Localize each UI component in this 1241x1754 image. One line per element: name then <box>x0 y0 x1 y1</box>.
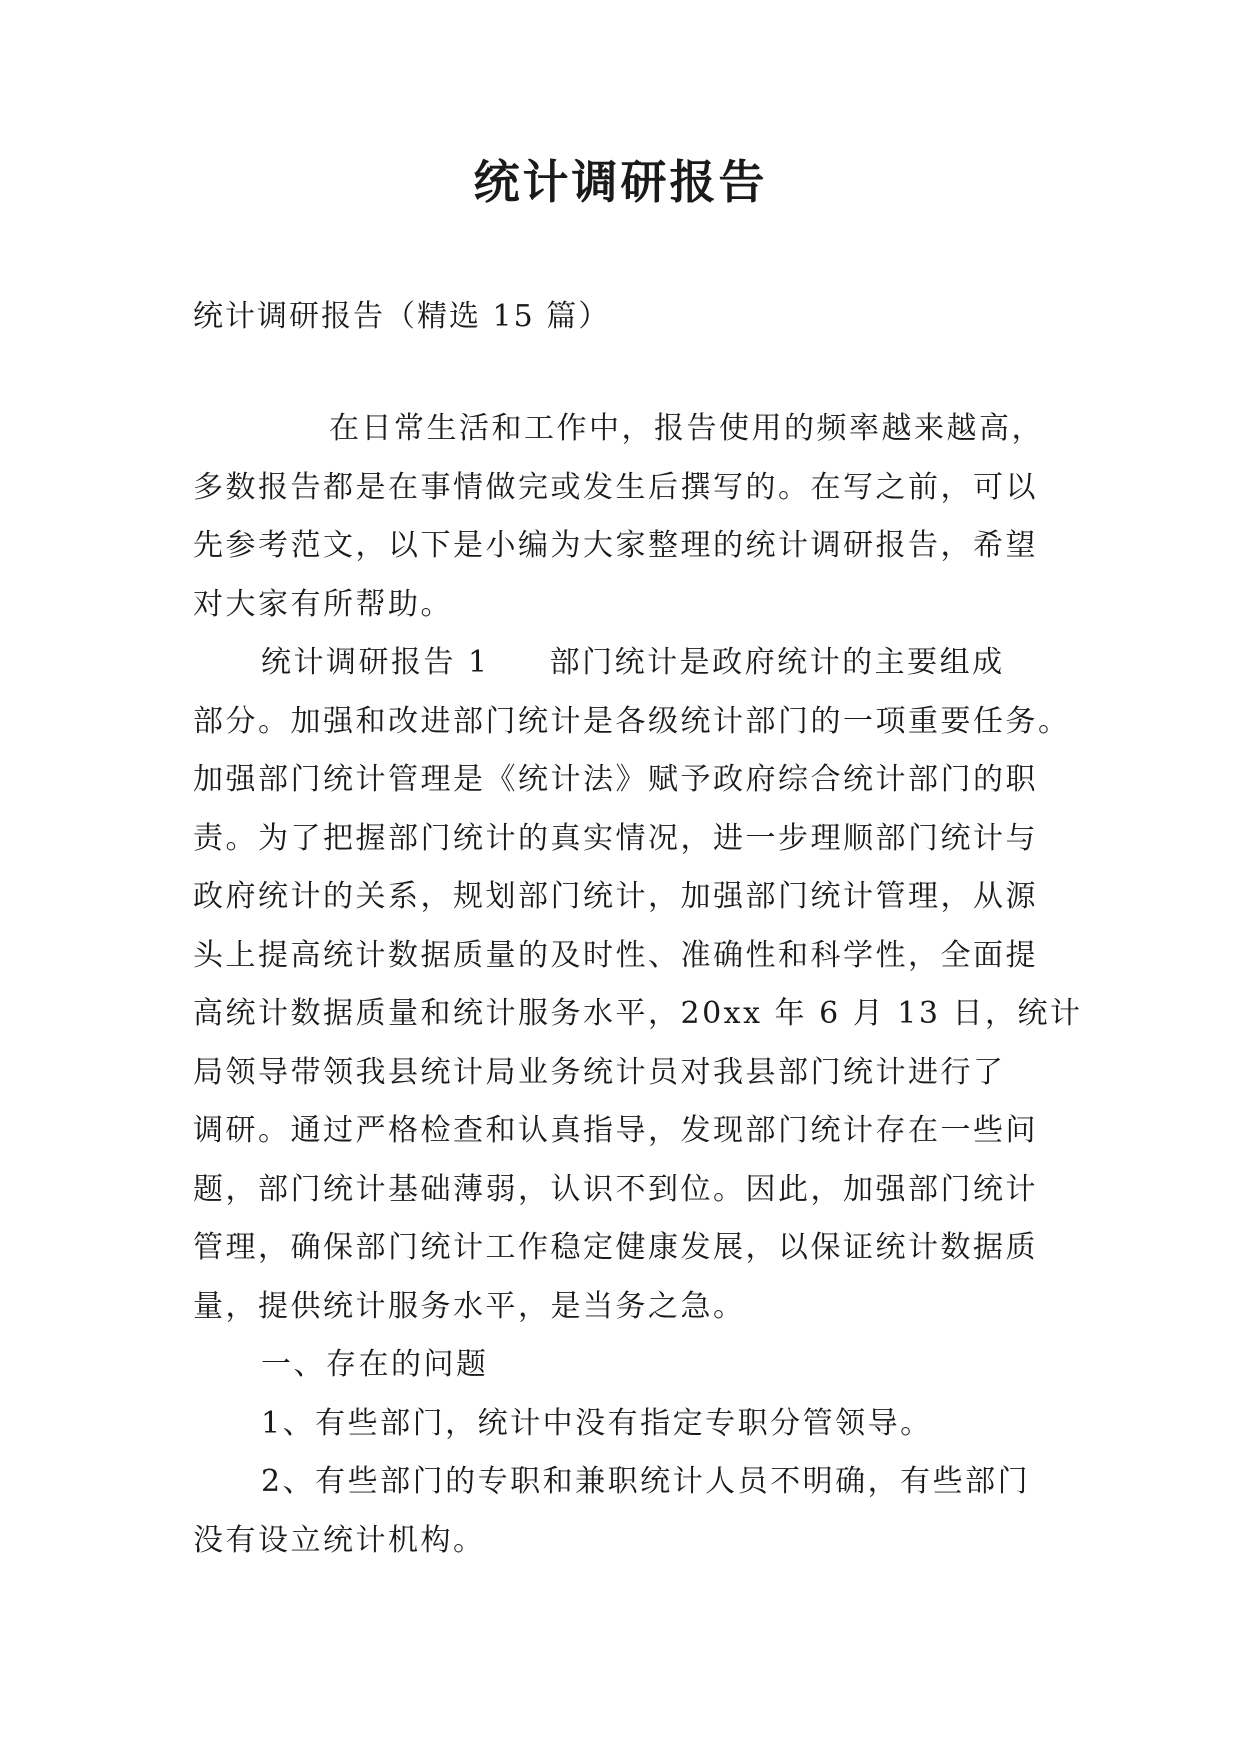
section1-heading: 统计调研报告 1 <box>261 645 490 680</box>
section1-line: 头上提高统计数据质量的及时性、准确性和科学性，全面提 <box>193 937 1038 973</box>
intro-line: 先参考范文，以下是小编为大家整理的统计调研报告，希望 <box>193 528 1038 563</box>
section1-line: 管理，确保部门统计工作稳定健康发展，以保证统计数据质 <box>193 1230 1038 1265</box>
section1-line: 局领导带领我县统计局业务统计员对我县部门统计进行了 <box>193 1054 1006 1090</box>
section1-first-line <box>193 634 1063 693</box>
section1-line: 高统计数据质量和统计服务水平，20xx 年 6 月 13 日，统计 <box>193 996 1083 1031</box>
problem-item-2: 2、有些部门的专职和兼职统计人员不明确，有些部门 <box>261 1464 1031 1499</box>
problem-item-1: 1、有些部门，统计中没有指定专职分管领导。 <box>261 1405 933 1441</box>
section1-line: 加强部门统计管理是《统计法》赋予政府综合统计部门的职 <box>193 762 1038 797</box>
section1-line: 部分。加强和改进部门统计是各级统计部门的一项重要任务。 <box>193 703 1071 739</box>
intro-line: 在日常生活和工作中，报告使用的频率越来越高， <box>329 411 1044 446</box>
section1-first-text: 部门统计是政府统计的主要组成 <box>549 645 1005 680</box>
document-body <box>193 400 1083 1570</box>
section1-line: 调研。通过严格检查和认真指导，发现部门统计存在一些问 <box>193 1113 1038 1148</box>
intro-line: 对大家有所帮助。 <box>193 586 453 622</box>
section1-line: 政府统计的关系，规划部门统计，加强部门统计管理，从源 <box>193 879 1038 914</box>
problem-item-2-continued: 没有设立统计机构。 <box>193 1522 486 1558</box>
section1-line: 题，部门统计基础薄弱，认识不到位。因此，加强部门统计 <box>193 1171 1038 1207</box>
problems-heading: 一、存在的问题 <box>261 1347 489 1382</box>
document-title: 统计调研报告 <box>473 155 768 209</box>
document-subtitle: 统计调研报告（精选 15 篇） <box>193 299 611 334</box>
intro-line: 多数报告都是在事情做完或发生后撰写的。在写之前，可以 <box>193 469 1038 505</box>
section1-line: 责。为了把握部门统计的真实情况，进一步理顺部门统计与 <box>193 820 1038 856</box>
section1-line: 量，提供统计服务水平，是当务之急。 <box>193 1288 746 1324</box>
